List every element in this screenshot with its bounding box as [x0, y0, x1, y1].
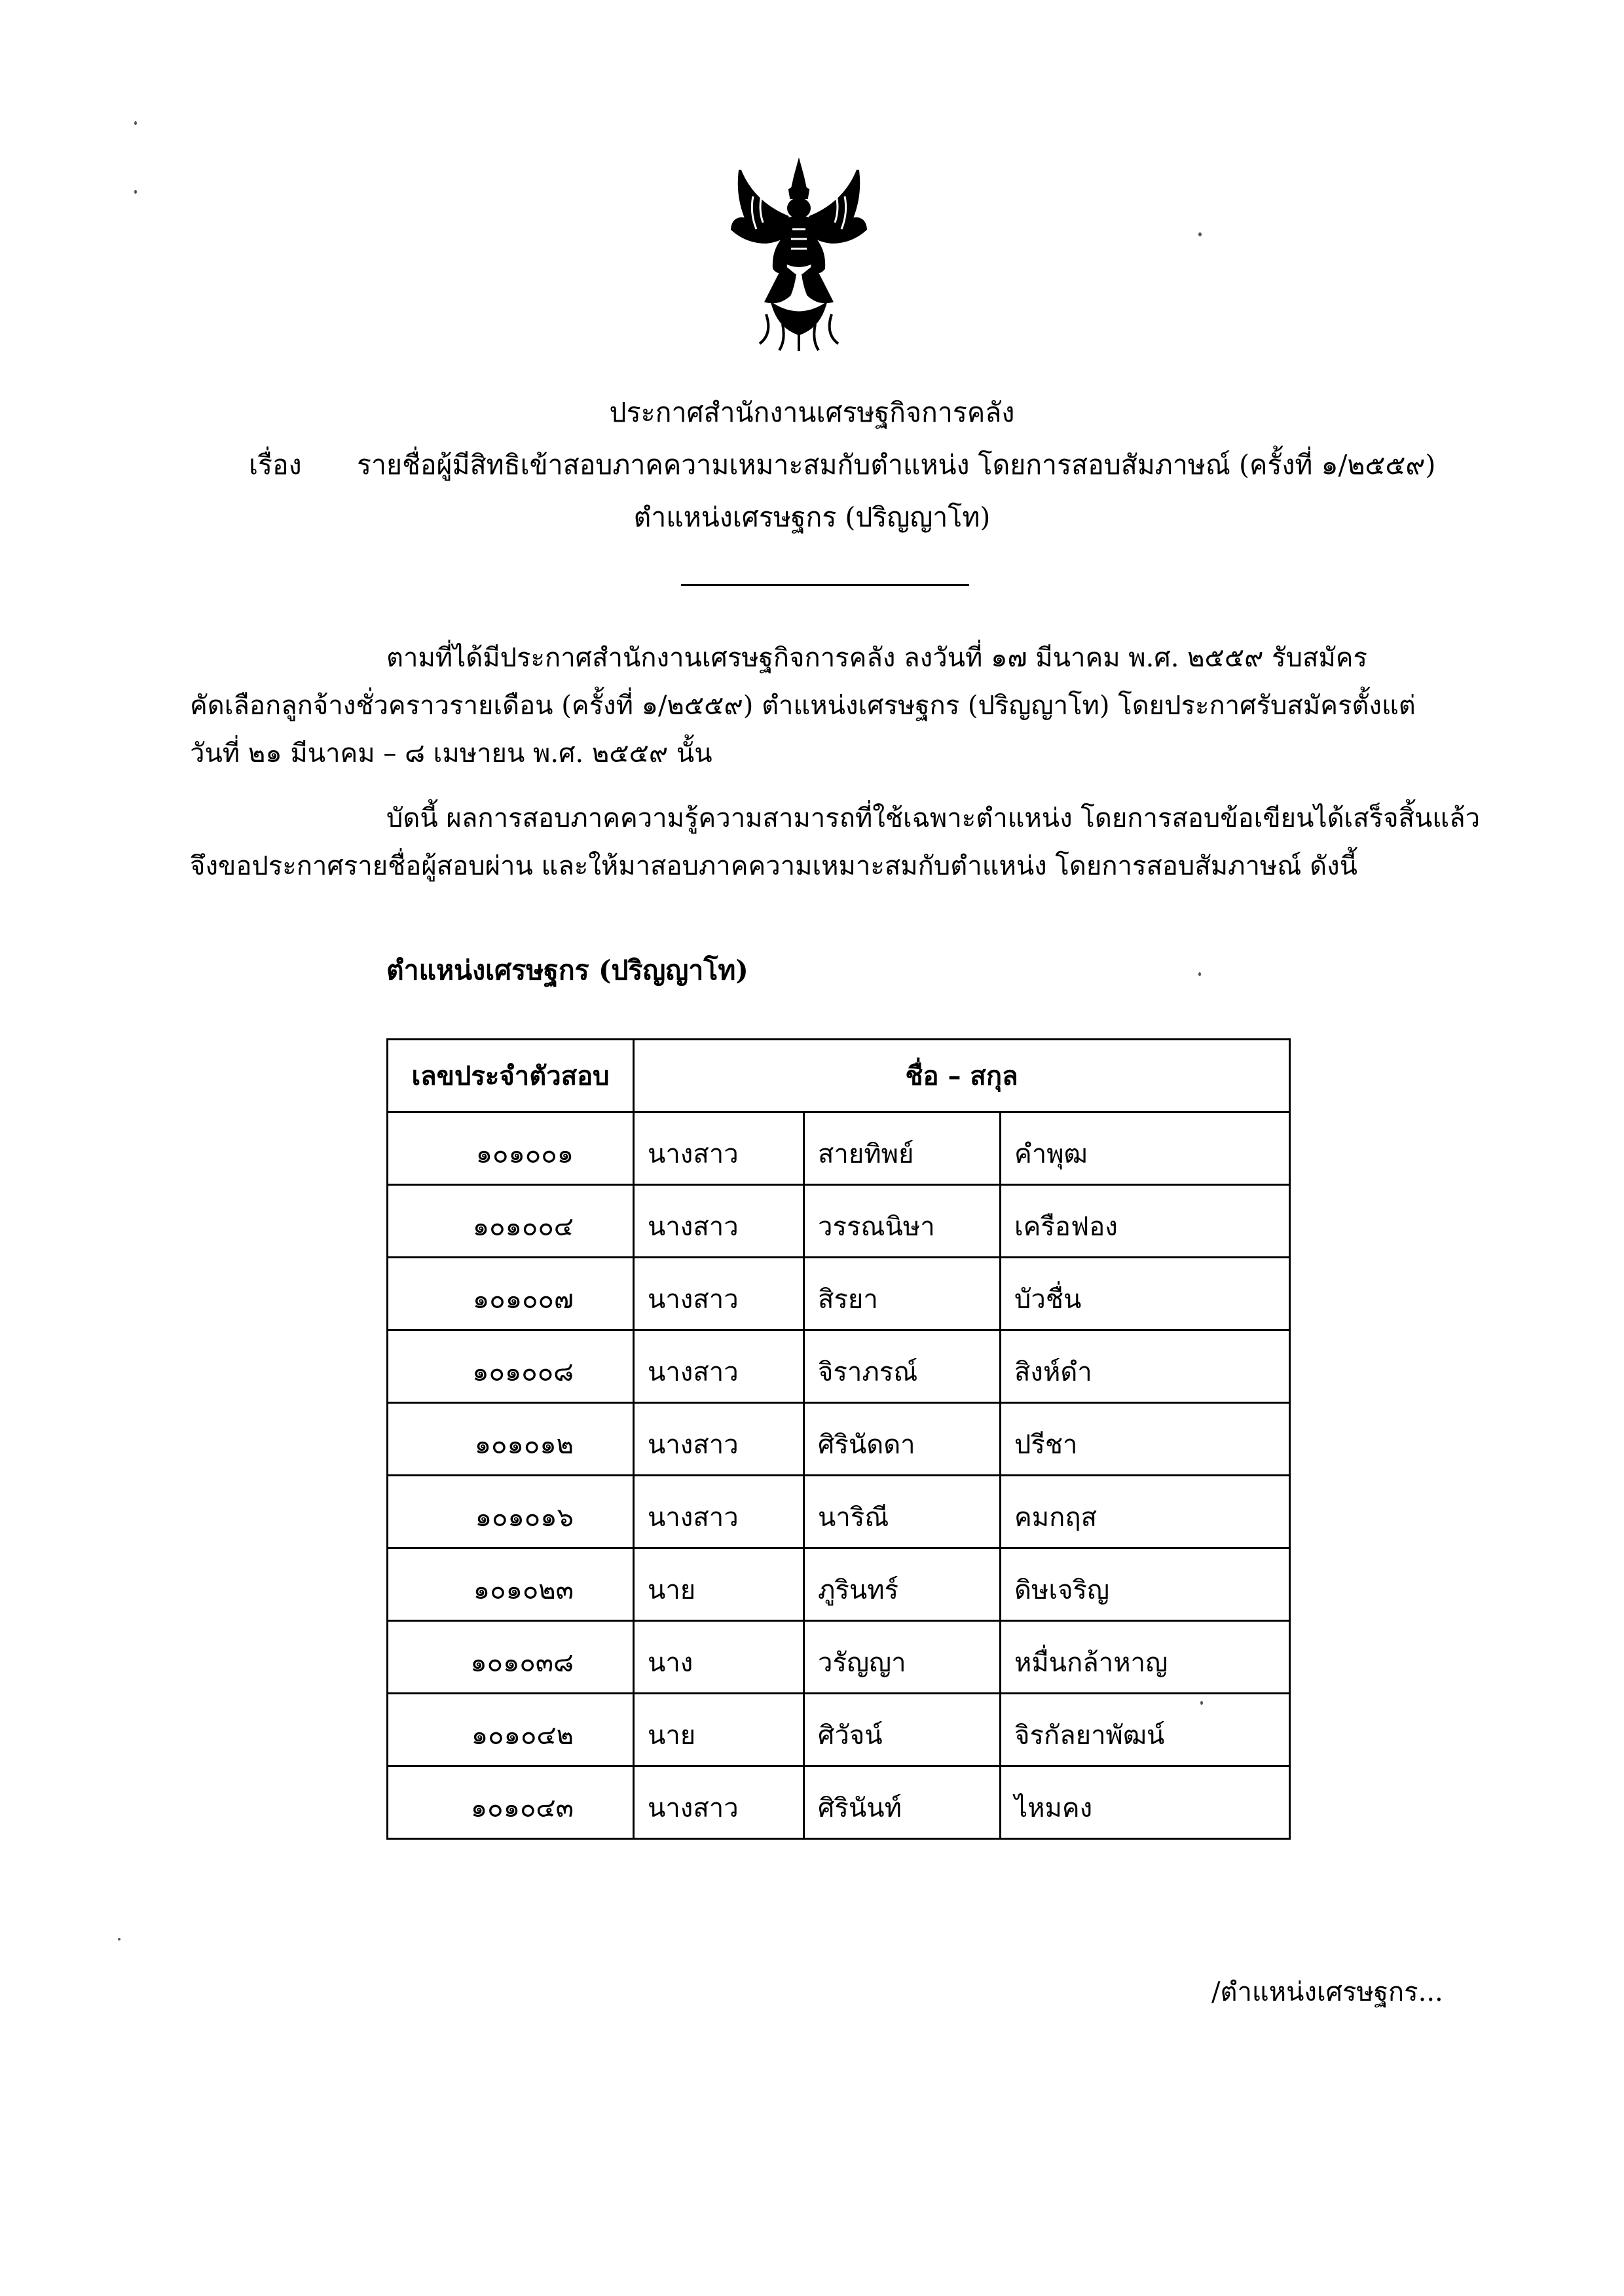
subject-line [249, 449, 1436, 481]
first-name-cell: นาริณี [804, 1476, 1001, 1548]
title-cell: นาย [634, 1548, 804, 1621]
last-name-cell: คมกฤส [1001, 1476, 1290, 1548]
agency-title: ประกาศสำนักงานเศรษฐกิจการคลัง [609, 397, 1015, 428]
last-name-cell: คำพุฒ [1001, 1112, 1290, 1185]
table-header-row [388, 1040, 1290, 1112]
table-row [388, 1766, 1290, 1839]
candidate-table [386, 1038, 1291, 1840]
paragraph-1-line-3: วันที่ ๒๑ มีนาคม – ๘ เมษายน พ.ศ. ๒๕๕๙ นั้น [190, 738, 712, 769]
last-name-cell: เครือฟอง [1001, 1185, 1290, 1258]
scan-speck [1198, 972, 1201, 976]
table-row [388, 1694, 1290, 1766]
header-divider [681, 584, 969, 586]
exam-id-cell: ๑๐๑๐๑๖ [388, 1476, 634, 1548]
first-name-cell: สิรยา [804, 1258, 1001, 1330]
exam-id-cell: ๑๐๑๐๐๗ [388, 1258, 634, 1330]
table-row [388, 1548, 1290, 1621]
position-title: ตำแหน่งเศรษฐกร (ปริญญาโท) [633, 501, 991, 533]
scan-speck [1200, 1701, 1203, 1705]
exam-id-cell: ๑๐๑๐๒๓ [388, 1548, 634, 1621]
first-name-cell: วรัญญา [804, 1621, 1001, 1694]
last-name-cell: ดิษเจริญ [1001, 1548, 1290, 1621]
last-name-cell: ไหมคง [1001, 1766, 1290, 1839]
paragraph-2-line-2: จึงขอประกาศรายชื่อผู้สอบผ่าน และให้มาสอบภาคความเหมาะสมกับตำแหน่ง โดยการสอบสัมภาษณ์ ดังนี้ [190, 851, 1357, 881]
exam-id-cell: ๑๐๑๐๐๘ [388, 1330, 634, 1403]
first-name-cell: ศิวัจน์ [804, 1694, 1001, 1766]
last-name-cell: จิรกัลยาพัฒน์ [1001, 1694, 1290, 1766]
title-cell: นางสาว [634, 1403, 804, 1476]
table-row [388, 1185, 1290, 1258]
exam-id-cell: ๑๐๑๐๐๔ [388, 1185, 634, 1258]
table-row [388, 1258, 1290, 1330]
header-full-name: ชื่อ – สกุล [634, 1040, 1290, 1112]
table-row [388, 1476, 1290, 1548]
title-cell: นางสาว [634, 1766, 804, 1839]
first-name-cell: ภูรินทร์ [804, 1548, 1001, 1621]
scan-speck [1198, 232, 1202, 236]
first-name-cell: จิราภรณ์ [804, 1330, 1001, 1403]
last-name-cell: สิงห์ดำ [1001, 1330, 1290, 1403]
title-cell: นาย [634, 1694, 804, 1766]
section-title: ตำแหน่งเศรษฐกร (ปริญญาโท) [386, 955, 748, 986]
title-cell: นางสาว [634, 1258, 804, 1330]
paragraph-1-line-2: คัดเลือกลูกจ้างชั่วคราวรายเดือน (ครั้งที่ ๑/๒๕๕๙) ตำแหน่งเศรษฐกร (ปริญญาโท) โดยประกาศรับสมัครตั้งแต่ [190, 691, 1416, 721]
scan-speck [134, 121, 137, 125]
exam-id-cell: ๑๐๑๐๑๒ [388, 1403, 634, 1476]
table-row [388, 1112, 1290, 1185]
scan-speck [134, 190, 137, 194]
title-cell: นางสาว [634, 1476, 804, 1548]
title-cell: นางสาว [634, 1330, 804, 1403]
subject-text: รายชื่อผู้มีสิทธิเข้าสอบภาคความเหมาะสมกับตำแหน่ง โดยการสอบสัมภาษณ์ (ครั้งที่ ๑/๒๕๕๙) [357, 449, 1436, 481]
exam-id-cell: ๑๐๑๐๐๑ [388, 1112, 634, 1185]
continuation-note: /ตำแหน่งเศรษฐกร... [1211, 1977, 1443, 2007]
title-cell: นางสาว [634, 1112, 804, 1185]
first-name-cell: ศิรินัดดา [804, 1403, 1001, 1476]
last-name-cell: บัวชื่น [1001, 1258, 1290, 1330]
title-cell: นาง [634, 1621, 804, 1694]
last-name-cell: หมื่นกล้าหาญ [1001, 1621, 1290, 1694]
first-name-cell: ศิรินันท์ [804, 1766, 1001, 1839]
title-cell: นางสาว [634, 1185, 804, 1258]
table-row [388, 1403, 1290, 1476]
exam-id-cell: ๑๐๑๐๓๘ [388, 1621, 634, 1694]
paragraph-2-line-1: บัดนี้ ผลการสอบภาคความรู้ความสามารถที่ใช้เฉพาะตำแหน่ง โดยการสอบข้อเขียนได้เสร็จสิ้นแล้ว [386, 803, 1481, 833]
last-name-cell: ปรีชา [1001, 1403, 1290, 1476]
paragraph-1-line-1: ตามที่ได้มีประกาศสำนักงานเศรษฐกิจการคลัง ลงวันที่ ๑๗ มีนาคม พ.ศ. ๒๕๕๙ รับสมัคร [386, 643, 1368, 673]
garuda-emblem-icon [727, 157, 871, 354]
table-row [388, 1621, 1290, 1694]
exam-id-cell: ๑๐๑๐๔๒ [388, 1694, 634, 1766]
scan-speck [118, 1938, 120, 1941]
first-name-cell: วรรณนิษา [804, 1185, 1001, 1258]
exam-id-cell: ๑๐๑๐๔๓ [388, 1766, 634, 1839]
table-row [388, 1330, 1290, 1403]
first-name-cell: สายทิพย์ [804, 1112, 1001, 1185]
subject-label: เรื่อง [249, 449, 302, 481]
header-exam-id: เลขประจำตัวสอบ [388, 1040, 634, 1112]
